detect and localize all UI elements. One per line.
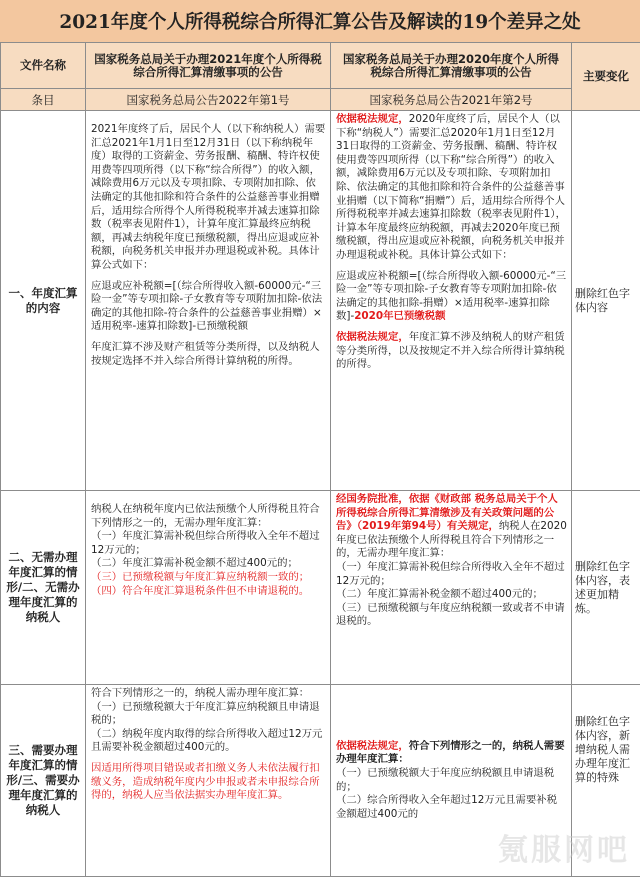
doc2021-number: 国家税务总局公告2021年第2号 bbox=[331, 89, 572, 111]
list-item: （一）已预缴税额大于年度应纳税额且申请退税的； bbox=[336, 766, 555, 793]
list-item: （四）符合年度汇算退税条件但不申请退税的。 bbox=[91, 584, 310, 597]
paragraph: 因适用所得项目错误或者扣缴义务人未依法履行扣缴义务，造成纳税年度内少申报或者未申报综合所得的，纳税人应当依法据实办理年度汇算。 bbox=[91, 761, 320, 802]
paragraph bbox=[336, 740, 567, 767]
old-text-cell bbox=[331, 111, 572, 491]
list-item: （一）年度汇算需补税但综合所得收入全年不超过12万元的； bbox=[91, 530, 320, 556]
table-row bbox=[1, 111, 640, 491]
watermark: 氪服网吧 bbox=[498, 833, 630, 868]
new-text-cell bbox=[86, 491, 331, 685]
formula-paragraph bbox=[336, 270, 567, 324]
table-row bbox=[1, 491, 640, 685]
list-item: （三）已预缴税额与年度汇算应纳税额一致的； bbox=[91, 570, 310, 583]
row-label: 三、需要办理年度汇算的情形/三、需要办理年度汇算的纳税人 bbox=[1, 685, 86, 877]
comparison-table bbox=[0, 42, 640, 877]
paragraph bbox=[336, 113, 567, 263]
list-item: （三）已预缴税额与年度应纳税额一致或者不申请退税的。 bbox=[336, 601, 565, 628]
file-name-header: 文件名称 bbox=[1, 43, 86, 89]
paragraph: 2021年度终了后，居民个人（以下称纳税人）需要汇总2021年1月1日至12月31日（以下称纳税年度）取得的工资薪金、劳务报酬、稿酬、特许权使用费等四项所得（以下称“综合所得”）的收入额，减除费用6万元以及专项扣除、专项附加扣除、依法确定的其他扣除和符合条件的公益慈善事业捐赠后，适用综合所得个人所得税税率并减去速算扣除数（税率表见附件1），计算年度汇算最终应纳税额，再减去纳税年度已预缴税额，得出应退或应补税额，向税务机关申报并办理退税或补税。具体计算公式如下： bbox=[91, 123, 326, 271]
red-text: 经国务院批准，依据《财政部 税务总局关于个人所得税综合所得汇算清缴涉及有关政策问题的公告》（2019年第94号）有关规定， bbox=[336, 493, 558, 533]
paragraph: 纳税人在纳税年度内已依法预缴个人所得税且符合下列情形之一的，无需办理年度汇算： bbox=[91, 503, 320, 529]
list-item: （一）年度汇算需补税但综合所得收入全年不超过12万元的； bbox=[336, 560, 565, 587]
list-item: （二）年度汇算需补税金额不超过400元的； bbox=[336, 588, 543, 601]
change-cell: 删除红色字体内容，表述更加精炼。 bbox=[572, 491, 640, 685]
change-cell: 删除红色字体内容 bbox=[572, 111, 640, 491]
red-text: 依据税法规定， bbox=[336, 113, 409, 125]
new-text-cell bbox=[86, 685, 331, 877]
paragraph: 符合下列情形之一的，纳税人需办理年度汇算： bbox=[91, 687, 310, 699]
doc2021-name: 国家税务总局关于办理2020年度个人所得税综合所得汇算清缴事项的公告 bbox=[331, 43, 572, 89]
red-text: 2020年已预缴税额 bbox=[354, 310, 446, 323]
page-title: 2021年度个人所得税综合所得汇算公告及解读的19个差异之处 bbox=[0, 0, 640, 43]
clause-header: 条目 bbox=[1, 89, 86, 111]
doc2022-number: 国家税务总局公告2022年第1号 bbox=[86, 89, 331, 111]
main-change-header: 主要变化 bbox=[572, 43, 640, 111]
subheader-row bbox=[1, 89, 640, 111]
change-cell: 删除红色字体内容，新增纳税人需办理年度汇算的特殊 bbox=[572, 685, 640, 877]
row-label: 一、年度汇算的内容 bbox=[1, 111, 86, 491]
text: 应退或应补税额=[（综合所得收入额-60000元-“三险一金”等专项扣除-子女教育等专项附加扣除-依法确定的其他扣除-捐赠）×适用税率-速算扣除数]- bbox=[336, 269, 567, 323]
list-item: （二）年度汇算需补税金额不超过400元的； bbox=[91, 557, 298, 570]
old-text-cell bbox=[331, 491, 572, 685]
text: 2020年度终了后，居民个人（以下称“纳税人”）需要汇总2020年1月1日至12月31日取得的工资薪金、劳务报酬、稿酬、特许权使用费等四项所得（以下称“综合所得”）的收入额，减除费用6万元以及专项扣除、专项附加扣除、依法确定的其他扣除和符合条件的公益慈善事业捐赠（以下简称“捐赠”）后，适用综合所得个人所得税税率并减去速算扣除数（税率表见附件1），计算本年度最终应纳税额，再减去2020年度已预缴税额，得出应退或应补税额，向税务机关申报并办理退税或补税。具体计算公式如下： bbox=[336, 113, 567, 261]
text: 纳税人在2020年度已依法预缴个人所得税且符合下列情形之一的，无需办理年度汇算： bbox=[336, 520, 567, 560]
paragraph: 年度汇算不涉及财产租赁等分类所得，以及纳税人按规定选择不并入综合所得计算纳税的所得。 bbox=[91, 340, 320, 367]
header-row bbox=[1, 43, 640, 89]
red-text: 依据税法规定， bbox=[336, 739, 409, 752]
doc2022-name: 国家税务总局关于办理2021年度个人所得税综合所得汇算清缴事项的公告 bbox=[86, 43, 331, 89]
paragraph bbox=[336, 493, 567, 561]
text: 年度汇算不涉及纳税人的财产租赁等分类所得，以及按规定不并入综合所得计算纳税的所得。 bbox=[336, 330, 565, 371]
red-text: 依据税法规定， bbox=[336, 330, 409, 343]
list-item: （二）综合所得收入全年超过12万元且需要补税金额超过400元的 bbox=[336, 794, 558, 820]
paragraph bbox=[336, 331, 567, 372]
row-label: 二、无需办理年度汇算的情形/二、无需办理年度汇算的纳税人 bbox=[1, 491, 86, 685]
text: 符合下列情形之一的，纳税人需要办理年度汇算： bbox=[336, 739, 565, 766]
new-text-cell bbox=[86, 111, 331, 491]
list-item: （一）已预缴税额大于年度汇算应纳税额且申请退税的； bbox=[91, 700, 320, 727]
list-item: （二）纳税年度内取得的综合所得收入超过12万元且需要补税金额超过400元的。 bbox=[91, 727, 323, 754]
formula-paragraph: 应退或应补税额=[（综合所得收入额-60000元-“三险一金”等专项扣除-子女教育等专项附加扣除-依法确定的其他扣除-符合条件的公益慈善事业捐赠）×适用税率-速算扣除数]-已预缴税额 bbox=[91, 279, 323, 333]
